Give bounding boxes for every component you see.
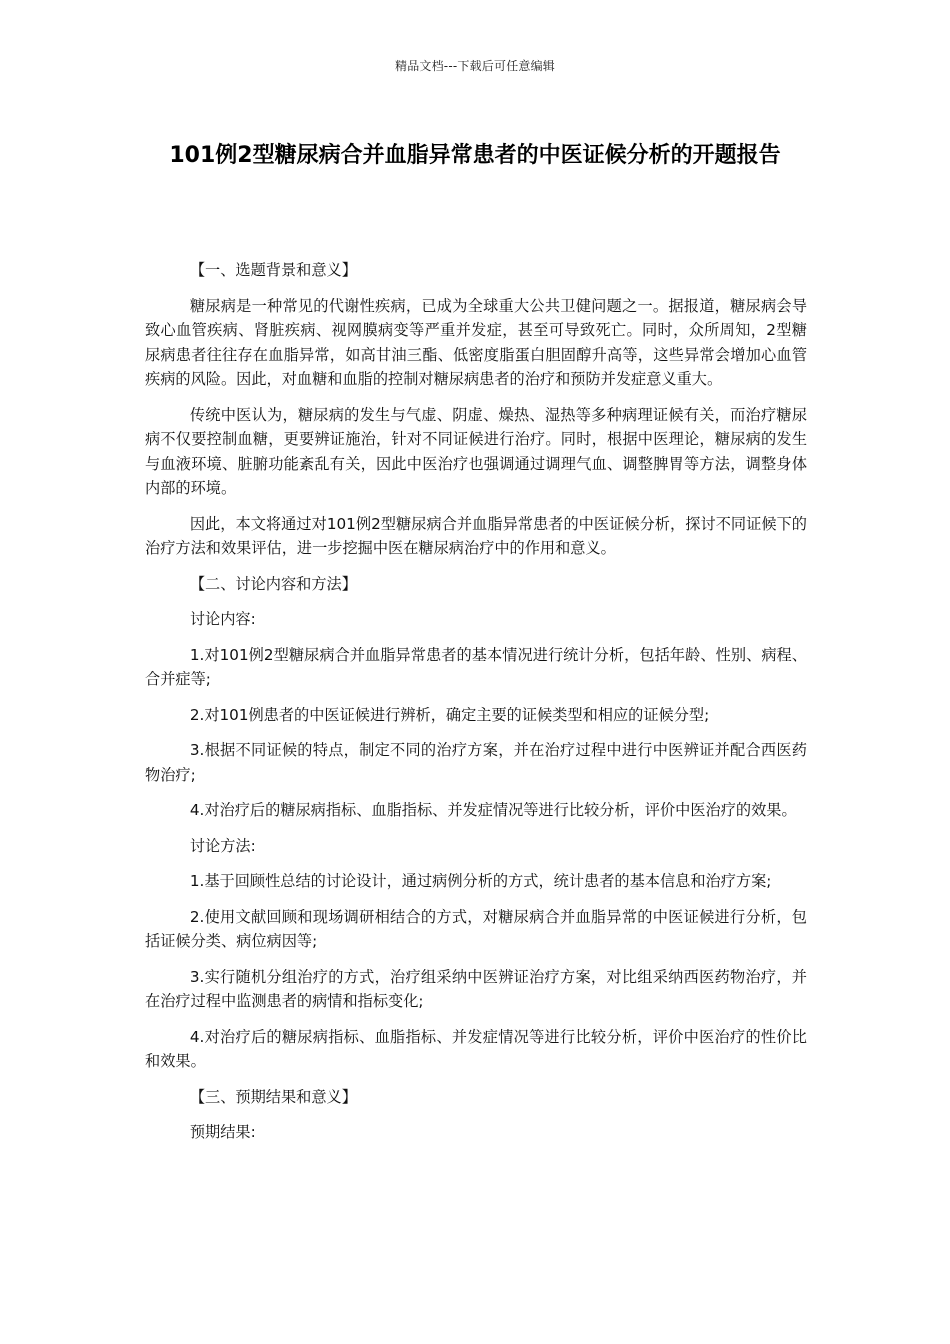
expected-result-label: 预期结果: (189, 1123, 256, 1141)
discussion-content-item-1: 1.对101例2型糖尿病合并血脂异常患者的基本情况进行统计分析，包括年龄、性别、病程、合并症等; (145, 645, 807, 688)
page-header: 精品文档---下载后可任意编辑 (395, 59, 555, 73)
discussion-content-label: 讨论内容: (189, 610, 256, 628)
document-body (145, 258, 807, 1156)
discussion-content-item-2: 2.对101例患者的中医证候进行辨析，确定主要的证候类型和相应的证候分型; (189, 705, 710, 724)
discussion-method-item-3: 3.实行随机分组治疗的方式，治疗组采纳中医辨证治疗方案，对比组采纳西医药物治疗，并在治疗过程中监测患者的病情和指标变化; (145, 967, 807, 1010)
section-heading-discussion: 【二、讨论内容和方法】 (189, 574, 357, 593)
document-title: 101例2型糖尿病合并血脂异常患者的中医证候分析的开题报告 (169, 143, 781, 168)
discussion-method-item-4: 4.对治疗后的糖尿病指标、血脂指标、并发症情况等进行比较分析，评价中医治疗的性价比和效果。 (145, 1027, 807, 1070)
discussion-method-label: 讨论方法: (189, 836, 256, 855)
background-paragraph-2: 传统中医认为，糖尿病的发生与气虚、阴虚、燥热、湿热等多种病理证候有关，而治疗糖尿病不仅要控制血糖，更要辨证施治，针对不同证候进行治疗。同时，根据中医理论，糖尿病的发生与血液环境、脏腑功能紊乱有关，因此中医治疗也强调通过调理气血、调整脾胃等方法，调整身体内部的环境。 (145, 405, 807, 497)
discussion-method-item-1: 1.基于回顾性总结的讨论设计，通过病例分析的方式，统计患者的基本信息和治疗方案; (189, 872, 772, 890)
section-heading-expected: 【三、预期结果和意义】 (189, 1087, 357, 1106)
discussion-content-item-3: 3.根据不同证候的特点，制定不同的治疗方案，并在治疗过程中进行中医辨证并配合西医药物治疗; (145, 741, 807, 784)
discussion-method-item-2: 2.使用文献回顾和现场调研相结合的方式，对糖尿病合并血脂异常的中医证候进行分析，包括证候分类、病位病因等; (145, 907, 807, 950)
discussion-content-item-4: 4.对治疗后的糖尿病指标、血脂指标、并发症情况等进行比较分析，评价中医治疗的效果。 (189, 801, 797, 819)
section-heading-background: 【一、选题背景和意义】 (189, 261, 357, 279)
background-paragraph-3: 因此，本文将通过对101例2型糖尿病合并血脂异常患者的中医证候分析，探讨不同证候下的治疗方法和效果评估，进一步挖掘中医在糖尿病治疗中的作用和意义。 (145, 514, 807, 557)
background-paragraph-1: 糖尿病是一种常见的代谢性疾病，已成为全球重大公共卫健问题之一。据报道，糖尿病会导致心血管疾病、肾脏疾病、视网膜病变等严重并发症，甚至可导致死亡。同时，众所周知，2型糖尿病患者往往存在血脂异常，如高甘油三酯、低密度脂蛋白胆固醇升高等，这些异常会增加心血管疾病的风险。因此，对血糖和血脂的控制对糖尿病患者的治疗和预防并发症意义重大。 (145, 296, 807, 388)
